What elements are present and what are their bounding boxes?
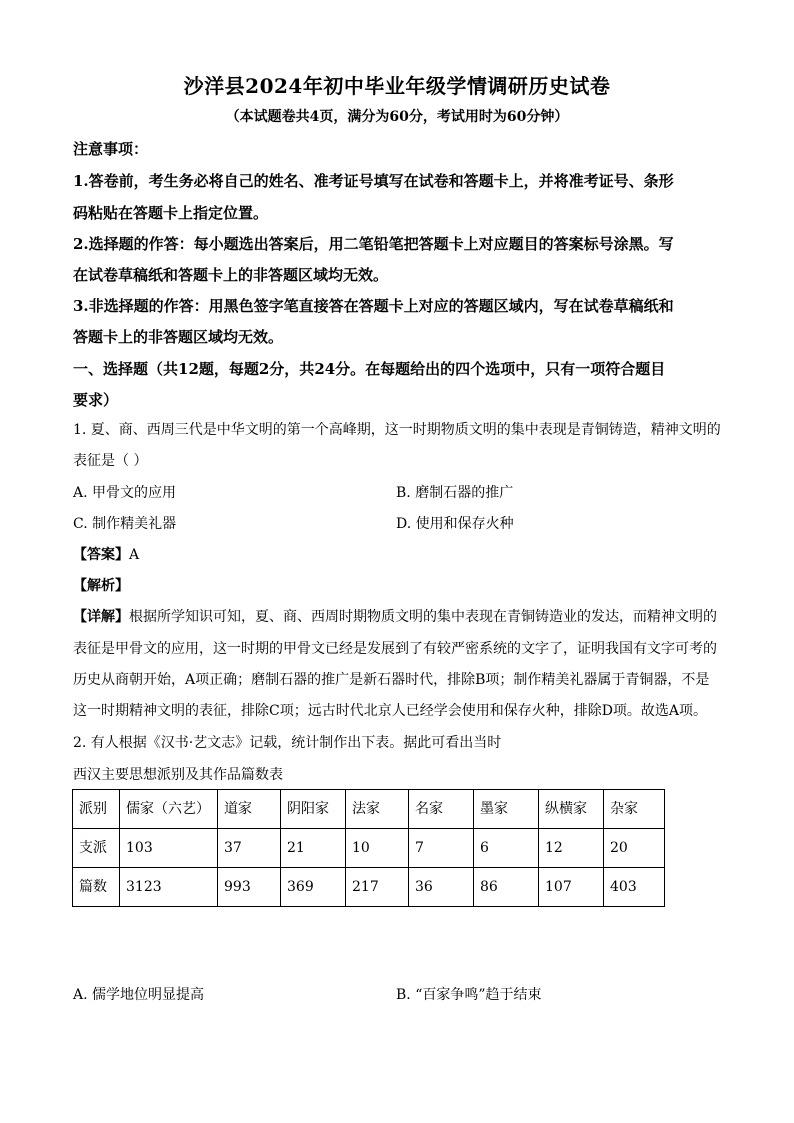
analysis-tag: 【解析】	[73, 578, 129, 594]
detail-text-1: 根据所学知识可知，夏、商、西周时期物质文明的集中表现在青铜铸造业的发达，而精神文明的	[129, 609, 717, 625]
table-cell: 403	[604, 868, 665, 907]
question-2-stem: 2. 有人根据《汉书·艺文志》记载，统计制作出下表。据此可看出当时	[73, 735, 502, 751]
question-1-option-c: C. 制作精美礼器	[73, 516, 177, 532]
table-cell: 103	[120, 829, 218, 868]
question-2-option-a: A. 儒学地位明显提高	[73, 987, 205, 1003]
table-cell: 12	[539, 829, 604, 868]
table-cell: 墨家	[474, 790, 539, 829]
table-row	[73, 790, 665, 829]
question-1-stem-line-2: 表征是（ ）	[73, 453, 148, 469]
table-cell: 阴阳家	[281, 790, 346, 829]
table-row	[73, 868, 665, 907]
table-caption: 西汉主要思想派别及其作品篇数表	[73, 767, 283, 783]
table-cell: 10	[346, 829, 409, 868]
table-cell: 7	[409, 829, 474, 868]
question-1-stem-line-1: 1. 夏、商、西周三代是中华文明的第一个高峰期，这一时期物质文明的集中表现是青铜铸造，精神文明的	[73, 422, 721, 438]
question-1-option-d: D. 使用和保存火种	[396, 516, 514, 532]
question-1-option-a: A. 甲骨文的应用	[73, 485, 177, 501]
row-header: 派别	[73, 790, 120, 829]
question-1-detail-line-2: 表征是甲骨文的应用，这一时期的甲骨文已经是发展到了有较严密系统的文字了，证明我国有文字可考的	[73, 641, 717, 657]
notice-item-2-line-2: 在试卷草稿纸和答题卡上的非答题区域均无效。	[73, 266, 389, 284]
question-1-detail-line-3: 历史从商朝开始，A项正确；磨制石器的推广是新石器时代，排除B项；制作精美礼器属于青铜器，不是	[73, 672, 710, 688]
notice-heading: 注意事项：	[73, 140, 149, 158]
table-cell: 儒家（六艺）	[120, 790, 218, 829]
table-cell: 纵横家	[539, 790, 604, 829]
answer-value: A	[129, 547, 140, 563]
table-cell: 名家	[409, 790, 474, 829]
question-1-analysis-tag	[73, 573, 733, 599]
answer-tag: 【答案】	[73, 547, 129, 563]
detail-tag: 【详解】	[73, 609, 129, 625]
table-cell: 杂家	[604, 790, 665, 829]
notice-item-1-line-1: 1.答卷前，考生务必将自己的姓名、准考证号填写在试卷和答题卡上，并将准考证号、条形	[73, 172, 674, 190]
table-cell: 993	[218, 868, 281, 907]
table-cell: 20	[604, 829, 665, 868]
notice-item-3-line-1: 3.非选择题的作答：用黑色签字笔直接答在答题卡上对应的答题区域内，写在试卷草稿纸和	[73, 297, 674, 315]
question-1-option-b: B. 磨制石器的推广	[396, 485, 514, 501]
table-cell: 86	[474, 868, 539, 907]
table-row	[73, 829, 665, 868]
table-cell: 37	[218, 829, 281, 868]
table-cell: 21	[281, 829, 346, 868]
row-header: 支派	[73, 829, 120, 868]
page-title: 沙洋县2024年初中毕业年级学情调研历史试卷	[183, 74, 611, 98]
table-cell: 法家	[346, 790, 409, 829]
table-cell: 107	[539, 868, 604, 907]
question-1-answer	[73, 542, 733, 568]
question-2-option-b: B. “百家争鸣”趋于结束	[396, 987, 542, 1003]
table-cell: 3123	[120, 868, 218, 907]
section-heading-line-1: 一、选择题（共12题，每题2分，共24分。在每题给出的四个选项中，只有一项符合题目	[73, 360, 666, 378]
schools-table	[72, 789, 665, 907]
row-header: 篇数	[73, 868, 120, 907]
table-cell: 369	[281, 868, 346, 907]
table-cell: 6	[474, 829, 539, 868]
question-1-detail-line-1	[73, 604, 733, 630]
table-cell: 道家	[218, 790, 281, 829]
page-subtitle: （本试题卷共4页，满分为60分，考试用时为60分钟）	[225, 109, 569, 125]
notice-item-3-line-2: 答题卡上的非答题区域均无效。	[73, 328, 284, 346]
notice-item-1-line-2: 码粘贴在答题卡上指定位置。	[73, 204, 269, 222]
notice-item-2-line-1: 2.选择题的作答：每小题选出答案后，用二笔铅笔把答题卡上对应题目的答案标号涂黑。写	[73, 235, 674, 253]
table-cell: 36	[409, 868, 474, 907]
section-heading-line-2: 要求）	[73, 391, 119, 409]
question-1-detail-line-4: 这一时期精神文明的表征，排除C项；远古时代北京人已经学会使用和保存火种，排除D项。故选A项。	[73, 703, 708, 719]
table-cell: 217	[346, 868, 409, 907]
